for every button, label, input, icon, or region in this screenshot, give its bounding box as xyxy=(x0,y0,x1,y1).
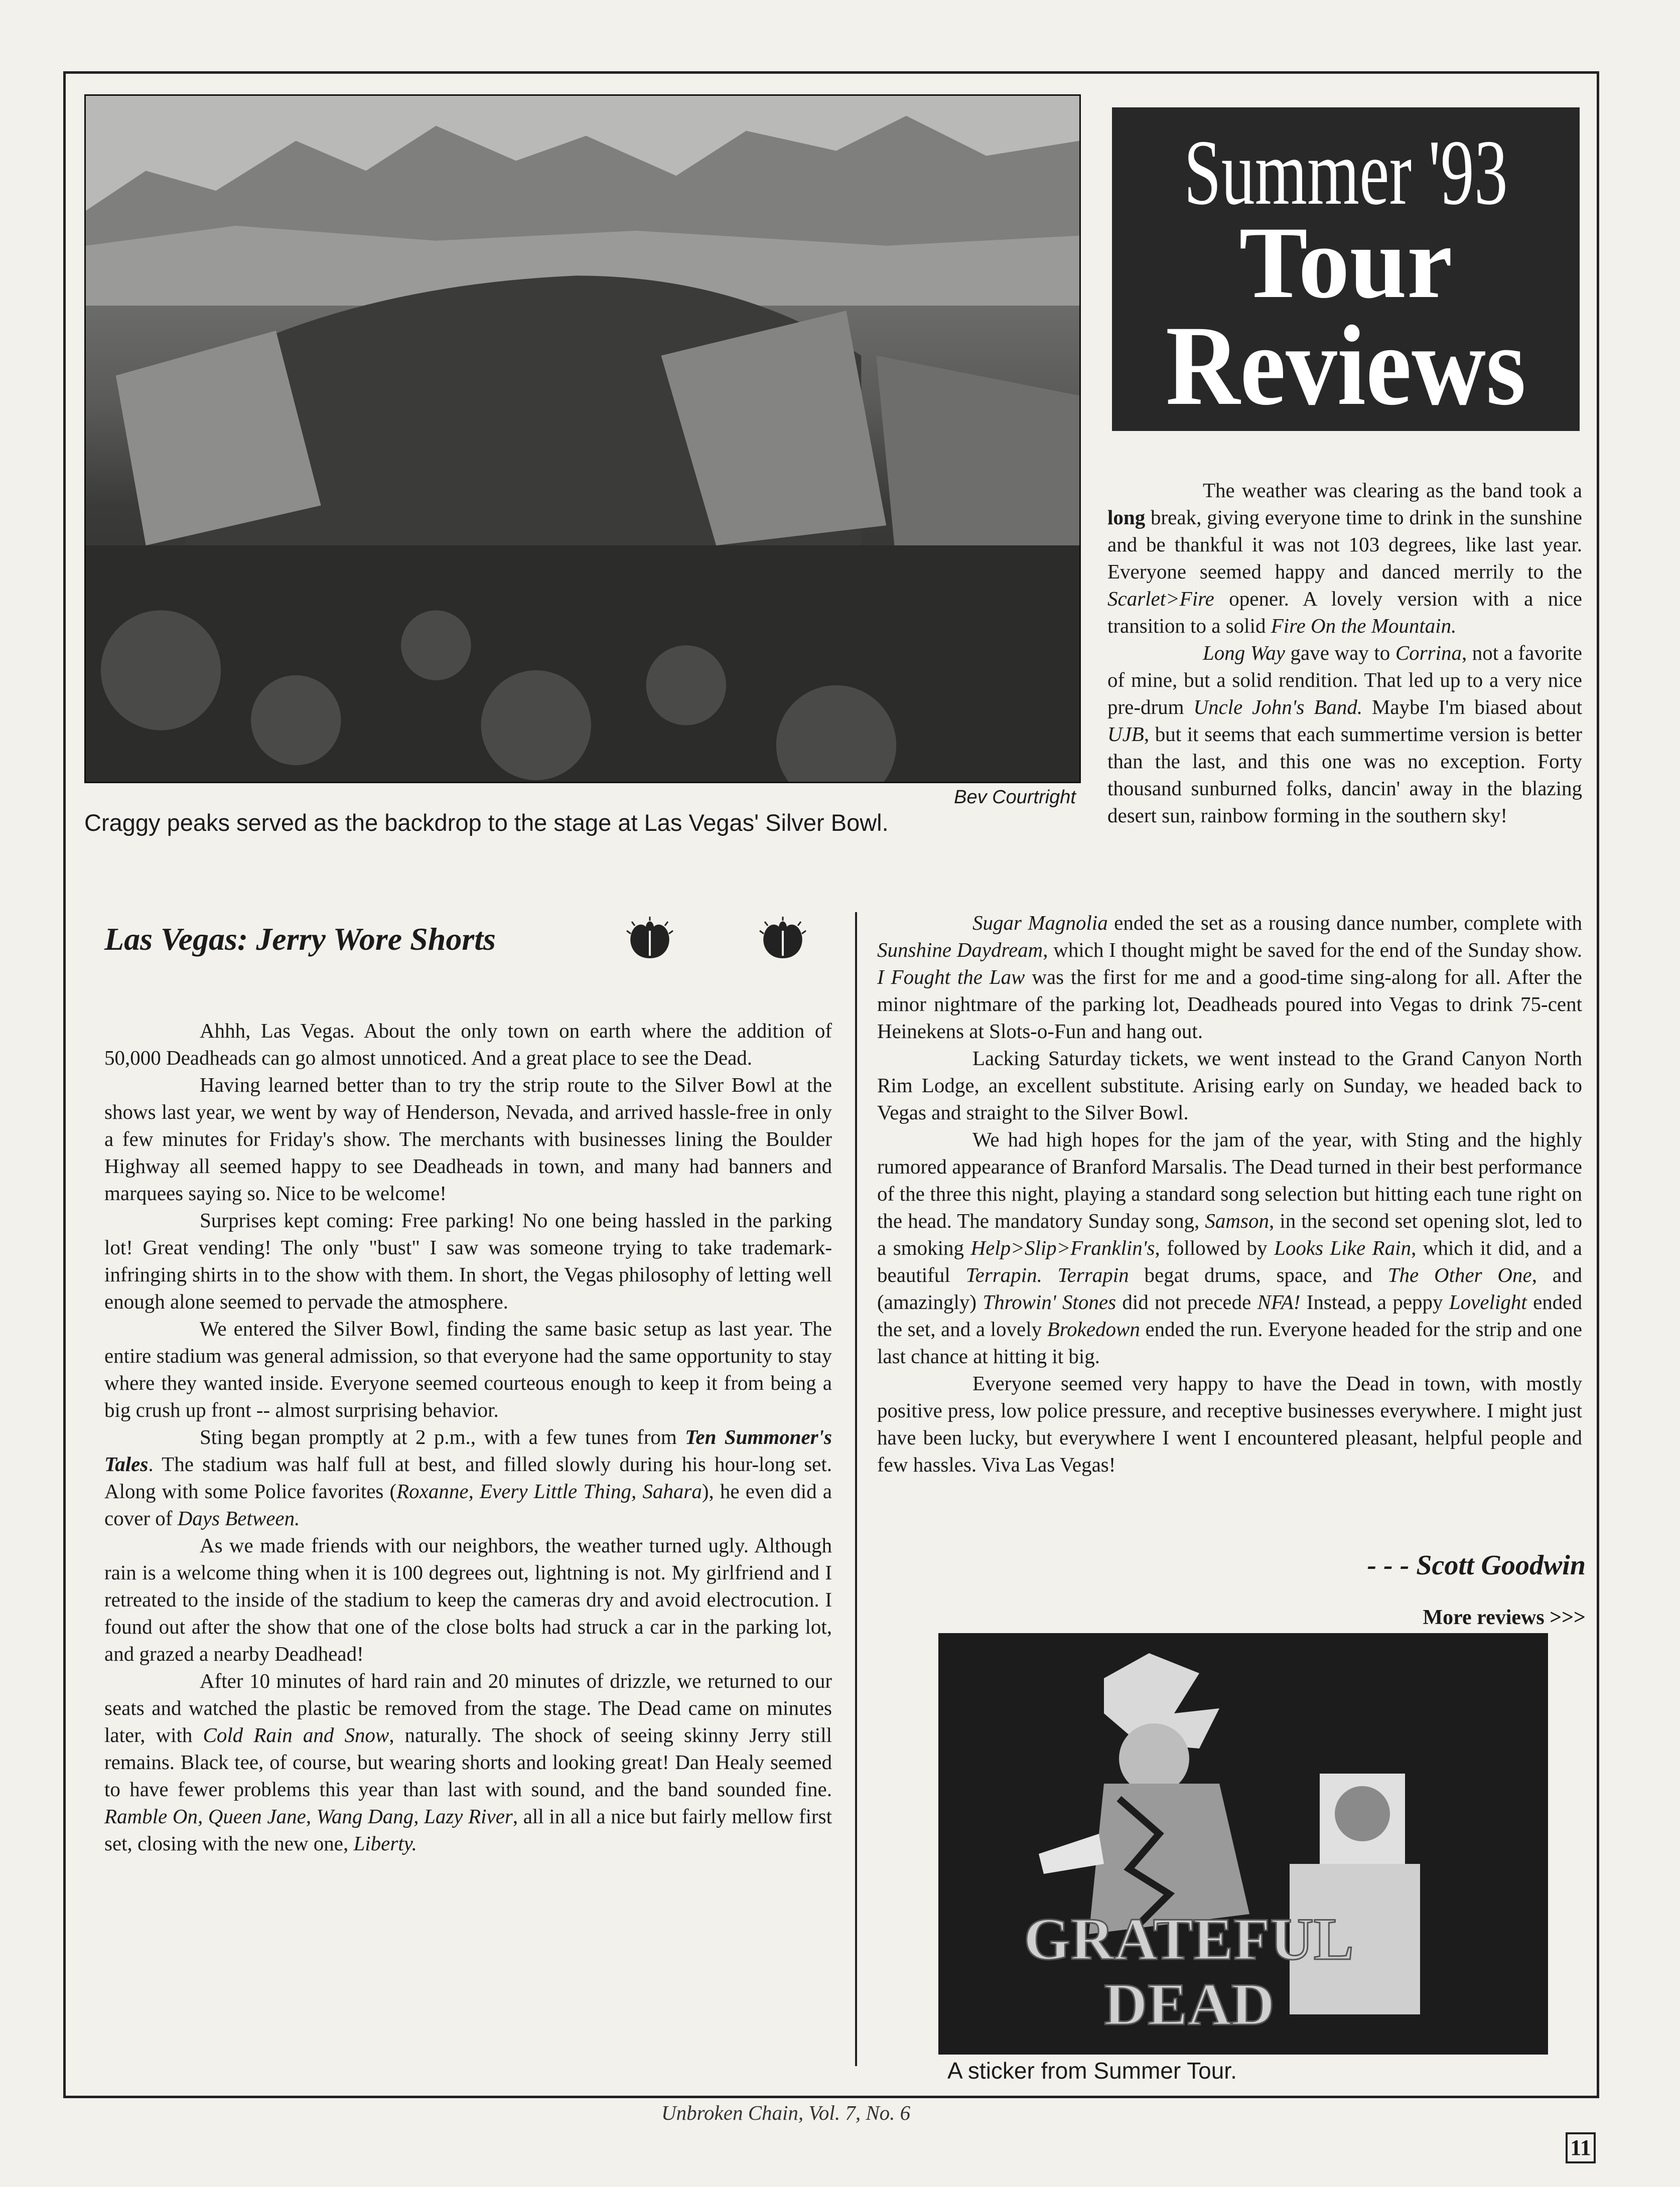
paragraph: Surprises kept coming: Free parking! No one being hassled in the parking lot! Great vending! The only "bust" I saw was someone trying to take trademark-infringing shirts in to the show with them. In short, the Vegas philosophy of letting well enough alone seemed to pervade the atmosphere. xyxy=(104,1209,832,1313)
paragraph: Lacking Saturday tickets, we went instead to the Grand Canyon North Rim Lodge, an excellent substitute. Arising early on Sunday, we headed back to Vegas and straight to the Silver Bowl. xyxy=(877,1047,1582,1124)
svg-text:DEAD: DEAD xyxy=(1104,1971,1275,2037)
paragraph: Sugar Magnolia ended the set as a rousing dance number, complete with Sunshine Daydream, which I thought might be saved for the end of the Sunday show. I Fought the Law was the first for me and a good-time sing-along for all. After the minor nightmare of the parking lot, Deadheads poured into Vegas to drink 75-cent Heinekens at Slots-o-Fun and hang out. xyxy=(877,911,1583,1043)
right-column xyxy=(877,909,1582,1478)
author-signature: - - - Scott Goodwin xyxy=(1367,1550,1586,1581)
paragraph: Sting began promptly at 2 p.m., with a few tunes from Ten Summoner's Tales. The stadium was half full at best, and filled slowly during his hour-long set. Along with some Police favorites (Roxanne, Every Little Thing, Sahara), he even did a cover of Days Between. xyxy=(104,1425,832,1530)
concert-photo xyxy=(84,94,1081,783)
title-line-1: Summer '93 xyxy=(1184,121,1508,224)
article-headline: Las Vegas: Jerry Wore Shorts xyxy=(104,921,496,957)
more-reviews-link: More reviews >>> xyxy=(1423,1606,1586,1629)
column-divider xyxy=(855,912,857,2066)
title-line-3: Reviews xyxy=(1165,303,1526,429)
paragraph: The weather was clearing as the band took a long break, giving everyone time to drink in the sunshine and be thankful it was not 103 degrees, like last year. Everyone seemed happy and danced merrily to the Scarlet>Fire opener. A lovely version with a nice transition to a solid Fire On the Mountain. xyxy=(1107,479,1582,637)
paragraph: Everyone seemed very happy to have the Dead in town, with mostly positive press, low police pressure, and receptive businesses everywhere. I might just have been lucky, but everywhere I went I encountered pleasant, helpful people and few hassles. Viva Las Vegas! xyxy=(877,1372,1582,1476)
paragraph: Ahhh, Las Vegas. About the only town on earth where the addition of 50,000 Deadheads can go almost unnoticed. And a great place to see the Dead. xyxy=(104,1019,832,1069)
page-footer: Unbroken Chain, Vol. 7, No. 6 xyxy=(661,2101,911,2124)
paragraph: We entered the Silver Bowl, finding the same basic setup as last year. The entire stadium was general admission, so that everyone had the same opportunity to stay where they wanted inside. Everyone seemed courteous enough to keep it from being a big crush up front -- almost surprising behavior. xyxy=(104,1317,832,1421)
svg-text:GRATEFUL: GRATEFUL xyxy=(1024,1906,1354,1972)
intro-column xyxy=(1107,477,1582,829)
section-title xyxy=(1112,107,1580,431)
cactus-icon xyxy=(758,916,808,961)
title-line-2: Tour xyxy=(1239,206,1453,320)
left-column xyxy=(104,1017,832,1857)
paragraph: Having learned better than to try the strip route to the Silver Bowl at the shows last year, we went by way of Henderson, Nevada, and arrived hassle-free in only a few minutes for Friday's show. The merchants with businesses lining the Boulder Highway all seemed happy to see Deadheads in town, and many had banners and marquees saying so. Nice to be welcome! xyxy=(104,1073,832,1205)
paragraph: We had high hopes for the jam of the year, with Sting and the highly rumored appearance of Branford Marsalis. The Dead turned in their best performance of the three this night, playing a standard song selection but hitting each tune right on the head. The mandatory Sunday song, Samson, in the second set opening slot, led to a smoking Help>Slip>Franklin's, followed by Looks Like Rain, which it did, and a beautiful Terrapin. Terrapin begat drums, space, and The Other One, and (amazingly) Throwin' Stones did not precede NFA! Instead, a peppy Lovelight ended the set, and a lovely Brokedown ended the run. Everyone headed for the strip and one last chance at hitting it big. xyxy=(877,1128,1582,1368)
photo-caption: Craggy peaks served as the backdrop to the stage at Las Vegas' Silver Bowl. xyxy=(84,809,889,836)
cactus-icon xyxy=(625,916,675,961)
sticker-image xyxy=(938,1633,1548,2055)
paragraph: After 10 minutes of hard rain and 20 minutes of drizzle, we returned to our seats and watched the plastic be removed from the stage. The Dead came on minutes later, with Cold Rain and Snow, naturally. The shock of seeing skinny Jerry still remains. Black tee, of course, but wearing shorts and looking great! Dan Healy seemed to have fewer problems this year than last with sound, and the band sounded fine. Ramble On, Queen Jane, Wang Dang, Lazy River, all in all a nice but fairly mellow first set, closing with the new one, Liberty. xyxy=(104,1669,832,1855)
sticker-caption: A sticker from Summer Tour. xyxy=(947,2058,1237,2084)
paragraph: As we made friends with our neighbors, the weather turned ugly. Although rain is a welcome thing when it is 100 degrees out, lightning is not. My girlfriend and I retreated to the inside of the stadium to keep the cameras dry and avoid electrocution. I found out after the show that one of the close bolts had struck a car in the parking lot, and grazed a nearby Deadhead! xyxy=(104,1534,832,1665)
paragraph: Long Way gave way to Corrina, not a favorite of mine, but a solid rendition. That led up to a very nice pre-drum Uncle John's Band. Maybe I'm biased about UJB, but it seems that each summertime version is better than the last, and this one was no exception. Forty thousand sunburned folks, dancin' away in the blazing desert sun, rainbow forming in the southern sky! xyxy=(1107,641,1583,827)
page-number: 11 xyxy=(1566,2132,1596,2163)
photo-credit: Bev Courtright xyxy=(954,787,1076,808)
